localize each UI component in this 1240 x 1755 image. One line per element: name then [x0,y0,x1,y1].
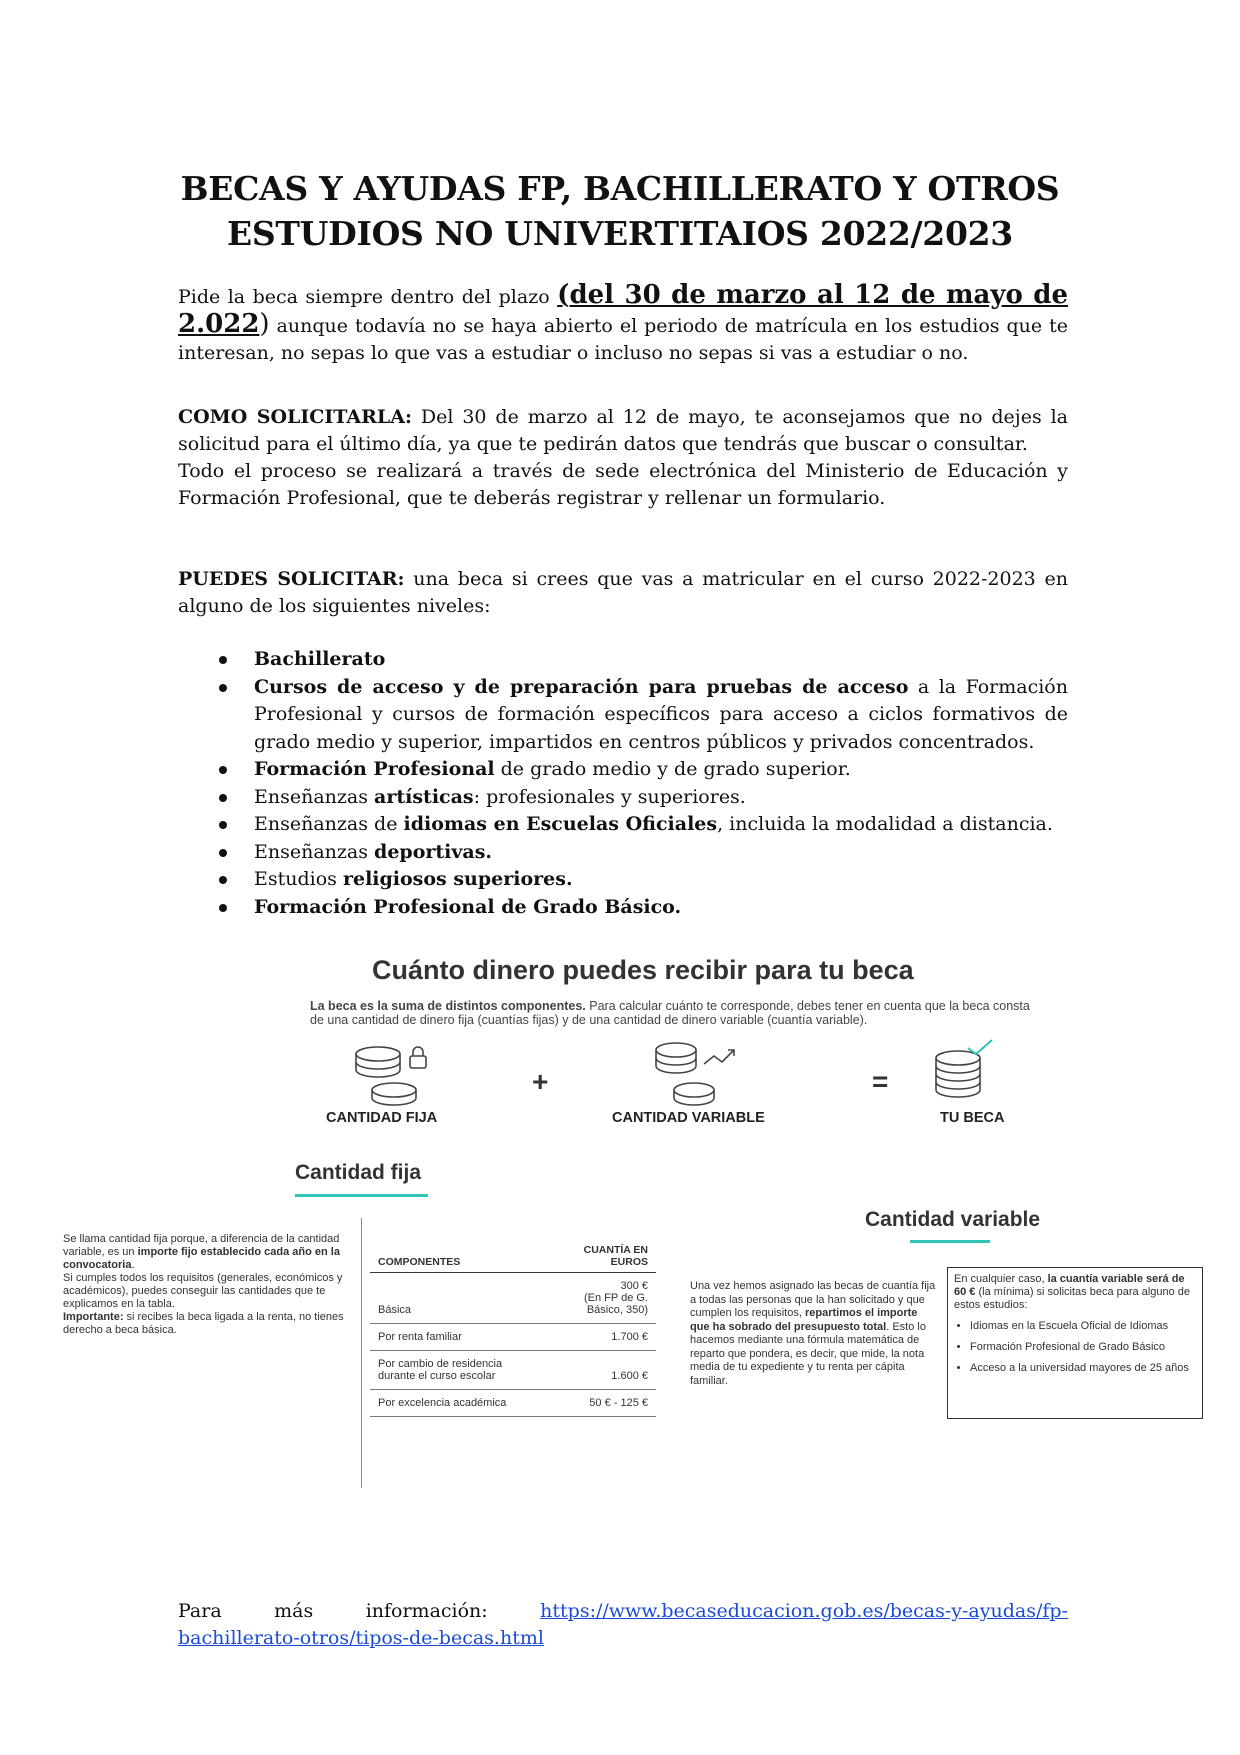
bullet-icon [219,904,227,912]
level-pre: Enseñanzas [254,840,375,863]
fija-text-1-bold: importe fijo establecido cada año en la convocatoria [63,1246,340,1271]
infographic-intro [310,999,1030,1027]
levels-list [178,646,1068,921]
row-value: 50 € - 125 € [550,1390,656,1417]
level-bold: Formación Profesional de Grado Básico. [254,895,682,918]
table-row [370,1273,656,1324]
list-item [178,894,1068,922]
fija-text-1-end: . [131,1259,135,1271]
level-bold: Cursos de acceso y de preparación para pruebas de acceso [254,675,909,698]
row-label: Por renta familiar [370,1324,550,1351]
level-post: de grado medio y de grado superior. [494,758,851,780]
cantidad-variable-caption: CANTIDAD VARIABLE [612,1110,765,1126]
list-item: • Idiomas en la Escuela Oficial de Idiomas [970,1320,1196,1333]
coins-trend-icon [650,1038,745,1112]
level-bold: idiomas en Escuelas Oficiales [403,813,718,835]
list-item [178,646,1068,674]
table-row [370,1324,656,1351]
intro-after: aunque todavía no se haya abierto el periodo de matrícula en los estudios que te interesan, no sepas lo que vas a estudiar o incluso no sepas si vas a estudiar o no. [178,315,1068,364]
list-item [178,839,1068,867]
fija-text-3: si recibes la beca ligada a la renta, no tienes derecho a beca básica. [63,1311,344,1336]
plus-sign: + [532,1066,549,1097]
level-bold: deportivas. [374,840,493,863]
intro-paragraph [178,282,1068,367]
equals-sign: = [872,1066,889,1097]
list-item: • Formación Profesional de Grado Básico [970,1341,1196,1354]
bullet-icon [219,684,227,692]
intro-rest: Para calcular cuánto te corresponde, debes tener en cuenta que la beca consta de una cantidad de dinero fija (cuantías fijas) y de una cantidad de dinero variable (cuantía variable). [310,999,1030,1027]
footer-word-1: Para [178,1600,222,1622]
title-line-1: BECAS Y AYUDAS FP, BACHILLERATO Y OTROS [180,169,1060,208]
intro-bold: La beca es la suma de distintos componentes. [310,999,586,1013]
row-value-note: (En FP de G. Básico, 350) [584,1292,648,1316]
variable-text-1: Una vez hemos asignado las becas de cuantía fija a todas las personas que la han solicitado y que cumplen los requisitos, [690,1280,936,1319]
variable-text-2: . Esto lo hacemos mediante una fórmula matemática de reparto que pondera, es decir, que mide, la nota media de tu expediente y tu renta per cápita familiar. [690,1320,926,1387]
deadline-close: ) [259,309,270,339]
list-item [178,784,1068,812]
row-value: 1.600 € [550,1351,656,1390]
coins-lock-icon [348,1042,438,1112]
row-label: Por cambio de residencia durante el curso escolar [370,1351,550,1390]
row-value [550,1273,656,1324]
list-item [178,756,1068,784]
header-componentes: COMPONENTES [370,1240,550,1273]
variable-text-bold: repartimos el importe que ha sobrado del presupuesto total [690,1307,918,1333]
box-text-bold: la cuantía variable será de 60 € [954,1273,1185,1298]
cantidad-variable-description [690,1280,938,1388]
bullet-icon [219,766,227,774]
intro-before: Pide la beca siempre dentro del plazo [178,286,558,308]
row-value-amount: 300 € [620,1280,648,1292]
bullet-icon [219,876,227,884]
level-bold: Formación Profesional [254,758,495,780]
level-pre: Enseñanzas de [254,813,404,835]
level-bold: Bachillerato [254,648,386,670]
level-post: a la Formación Profesional y cursos de formación específicos para acceso a ciclos formativos de grado medio y superior, impartidos en centros públicos y privados concentrados. [254,675,1068,753]
row-label: Por excelencia académica [370,1390,550,1417]
level-pre: Estudios [254,868,343,890]
level-pre: Enseñanzas [254,785,375,808]
row-value: 1.700 € [550,1324,656,1351]
footer-word-2: más [274,1600,314,1622]
como-solicitarla-paragraph [178,404,1068,512]
box-list [954,1320,1196,1375]
componentes-table [370,1240,656,1417]
cuantia-minima-box [947,1267,1203,1419]
list-item [178,811,1068,839]
title-line-2: ESTUDIOS NO UNIVERTITAIOS 2022/2023 [227,214,1013,253]
footer-word-3: información: [365,1600,488,1622]
cantidad-fija-heading: Cantidad fija [295,1161,422,1184]
como-text-1: Del 30 de marzo al 12 de mayo, te aconsejamos que no dejes la solicitud para el último día, ya que te pedirán datos que tendrás que buscar o consultar. [178,406,1068,455]
level-post: , incluida la modalidad a distancia. [717,813,1053,835]
bullet-icon [219,849,227,857]
cantidad-variable-underline [910,1240,990,1243]
header-cuantia: CUANTÍA EN EUROS [550,1240,656,1273]
list-item [178,866,1068,894]
list-item: • Acceso a la universidad mayores de 25 años [970,1362,1196,1375]
list-item [178,674,1068,757]
more-info-footer [178,1598,1068,1652]
cantidad-fija-description [63,1233,355,1337]
box-text-2: (la mínima) si solicitas beca para alguno de estos estudios: [954,1286,1191,1311]
level-post: : profesionales y superiores. [473,785,746,808]
puedes-text: una beca si crees que vas a matricular en el curso 2022-2023 en alguno de los siguientes niveles: [178,568,1068,617]
fija-text-2: Si cumples todos los requisitos (generales, económicos y académicos), puedes conseguir las cantidades que te explicamos en la tabla. [63,1272,343,1310]
bullet-icon [219,794,227,802]
more-info-link-part-2[interactable]: bachillerato-otros/tipos-de-becas.html [178,1627,544,1649]
more-info-link-part-1[interactable]: https://www.becaseducacion.gob.es/becas-y-ayudas/fp- [540,1600,1068,1622]
row-label: Básica [370,1273,550,1324]
level-bold: religiosos superiores. [342,868,573,890]
como-label: COMO SOLICITARLA: [178,406,412,428]
document-title [0,166,1240,256]
table-row [370,1351,656,1390]
divider-line [361,1218,362,1488]
infographic-title: Cuánto dinero puedes recibir para tu beca [372,955,914,985]
table-row [370,1390,656,1417]
bullet-icon [219,656,227,664]
level-bold: artísticas [374,785,474,808]
como-text-2: Todo el proceso se realizará a través de sede electrónica del Ministerio de Educación y Formación Profesional, que te deberás registrar y rellenar un formulario. [178,460,1068,509]
fija-text-1: Se llama cantidad fija porque, a diferencia de la cantidad variable, es un [63,1233,340,1258]
cantidad-fija-caption: CANTIDAD FIJA [326,1110,438,1126]
cantidad-fija-underline [295,1194,428,1197]
box-text-1: En cualquier caso, [954,1273,1048,1285]
infographic [0,940,1240,1490]
cantidad-variable-heading: Cantidad variable [865,1208,1041,1231]
bullet-icon [219,821,227,829]
puedes-solicitar-paragraph [178,566,1068,620]
tu-beca-caption: TU BECA [940,1110,1005,1126]
fija-text-3-bold: Importante: [63,1311,124,1323]
coins-check-icon [928,1036,1018,1112]
deadline-dates: del 30 de marzo al 12 de mayo de 2.022 [178,280,1069,339]
deadline-open: ( [557,280,570,310]
puedes-label: PUEDES SOLICITAR: [178,568,405,590]
